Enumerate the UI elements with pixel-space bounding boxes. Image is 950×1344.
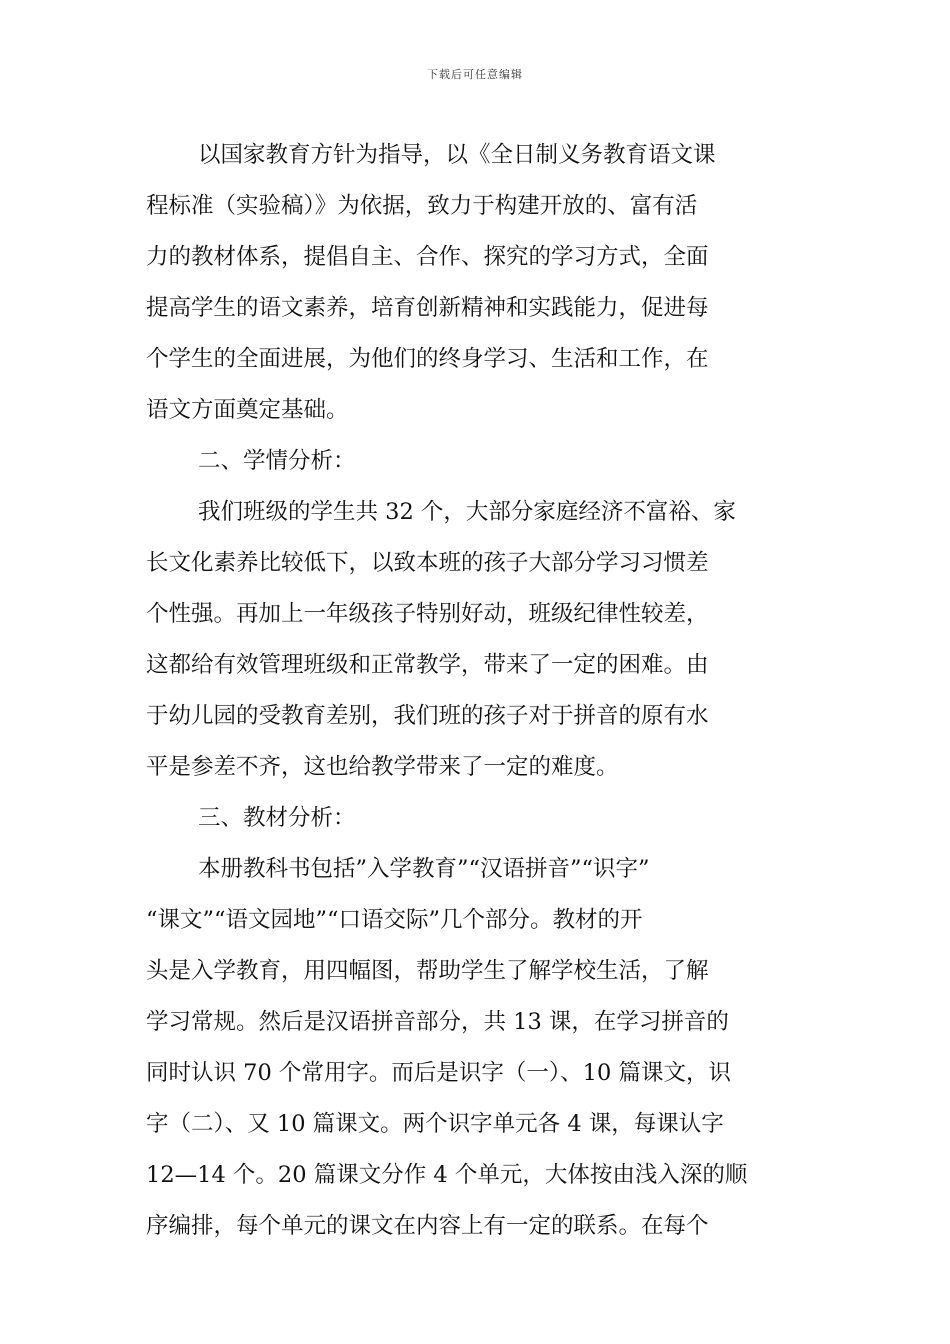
text-line: 语文方面奠定基础。 (146, 397, 349, 423)
text-line: 个性强。再加上一年级孩子特别好动，班级纪律性较差， (146, 601, 709, 627)
text-line: 我们班级的学生共 32 个，大部分家庭经济不富裕、家 (198, 499, 736, 525)
text-line: 以国家教育方针为指导，以《全日制义务教育语文课 (198, 142, 716, 168)
text-line: 12—14 个。20 篇课文分作 4 个单元，大体按由浅入深的顺 (146, 1162, 748, 1188)
text-line: 个学生的全面进展，为他们的终身学习、生活和工作，在 (146, 346, 709, 372)
section-heading-textbook-analysis: 三、教材分析： (198, 805, 356, 831)
text-line: 于幼儿园的受教育差别，我们班的孩子对于拼音的原有水 (146, 703, 709, 729)
text-line: 提高学生的语文素养，培育创新精神和实践能力，促进每 (146, 295, 709, 321)
text-line: 长文化素养比较低下，以致本班的孩子大部分学习习惯差 (146, 550, 709, 576)
text-line: 序编排，每个单元的课文在内容上有一定的联系。在每个 (146, 1213, 709, 1239)
text-line: 字（二）、又 10 篇课文。两个识字单元各 4 课，每课认字 (146, 1111, 724, 1137)
text-line: 这都给有效管理班级和正常教学，带来了一定的困难。由 (146, 652, 709, 678)
text-line: 头是入学教育，用四幅图，帮助学生了解学校生活，了解 (146, 958, 709, 984)
text-line: “课文”“语文园地”“口语交际”几个部分。教材的开 (146, 907, 643, 933)
document-body (146, 130, 806, 1252)
text-line: 程标准（实验稿）》为依据，致力于构建开放的、富有活 (146, 193, 698, 219)
text-line: 力的教材体系，提倡自主、合作、探究的学习方式，全面 (146, 244, 709, 270)
page-header-note: 下载后可任意编辑 (427, 68, 523, 81)
text-line: 同时认识 70 个常用字。而后是识字（一）、10 篇课文，识 (146, 1060, 731, 1086)
text-line: 平是参差不齐，这也给教学带来了一定的难度。 (146, 754, 619, 780)
section-heading-learning-analysis: 二、学情分析： (198, 448, 356, 474)
text-line: 学习常规。然后是汉语拼音部分，共 13 课，在学习拼音的 (146, 1009, 729, 1035)
text-line: 本册教科书包括”入学教育”“汉语拼音”“识字” (198, 856, 650, 882)
